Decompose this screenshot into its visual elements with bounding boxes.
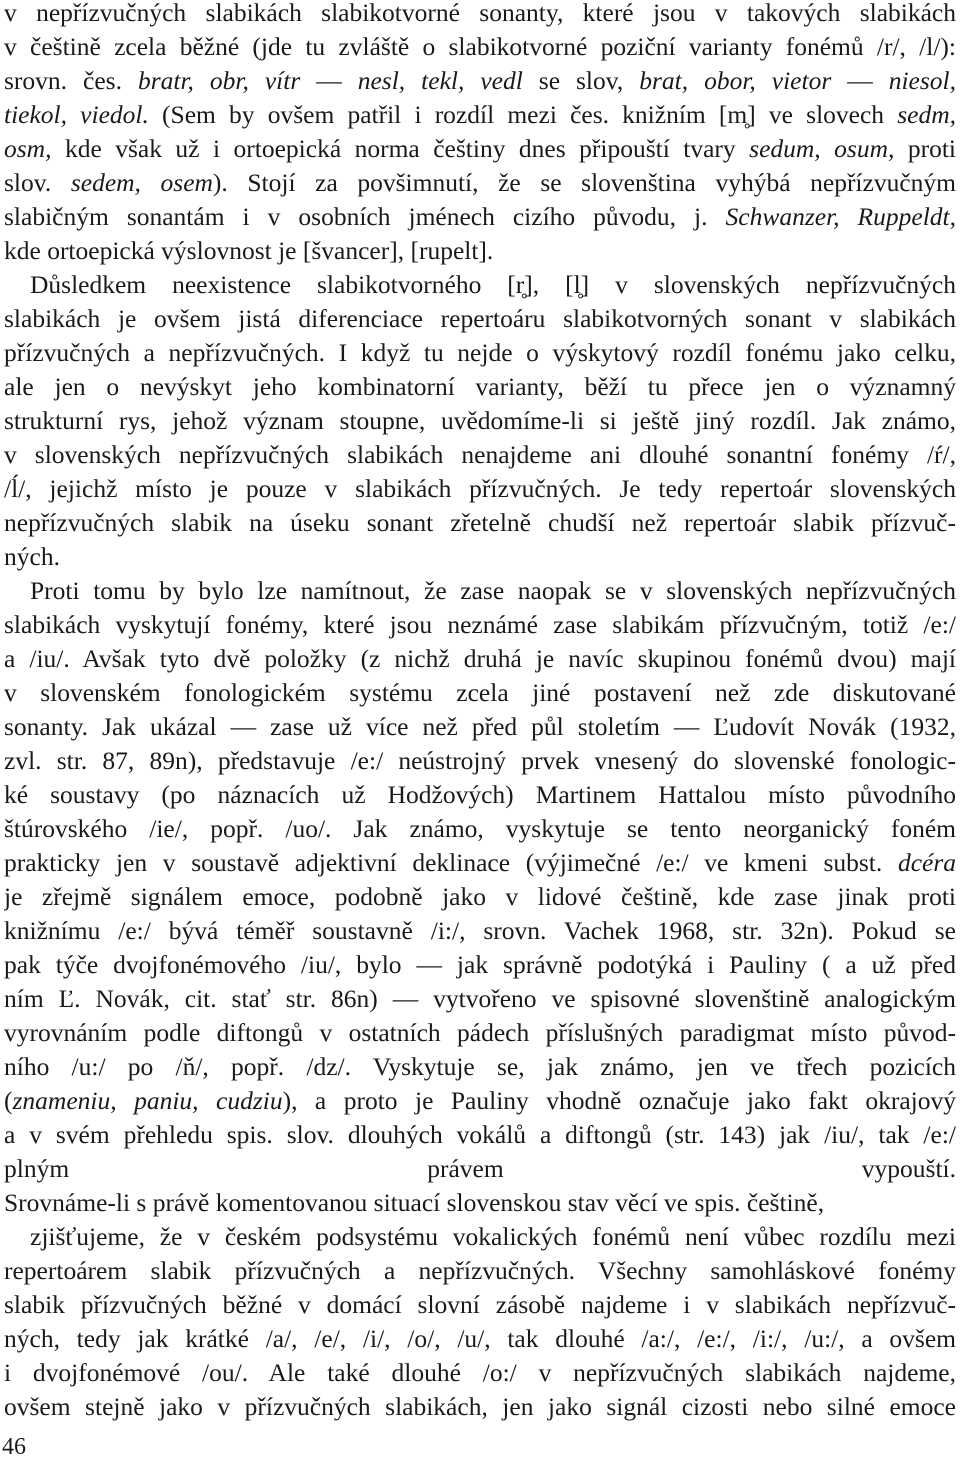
text-segment: slabikách je ovšem jistá diferenciace repertoáru slabikotvorných sonant v slabikách (4, 304, 956, 333)
text-line (4, 404, 956, 438)
text-line (4, 1390, 956, 1424)
text-line (4, 506, 956, 540)
page-number: 46 (2, 1434, 26, 1460)
text-segment: ovšem stejně jako v přízvučných slabikách, jen jako signál cizosti nebo silné emoce (4, 1392, 956, 1421)
italic-text: niesol, (888, 66, 956, 95)
text-segment: i dvojfonémové /ou/. Ale také dlouhé /o:/ v nepřízvučných slabikách najdeme, (4, 1358, 956, 1387)
text-line (4, 472, 956, 506)
text-segment: Srovnáme-li s právě komentovanou situací slovenskou stav věcí ve spis. češtině, (4, 1188, 825, 1217)
text-line (4, 1084, 956, 1118)
text-line (30, 268, 956, 302)
text-segment: štúrovského /ie/, popř. /uo/. Jak známo, vyskytuje se tento neorganický foném (4, 814, 956, 843)
text-segment: ním Ľ. Novák, cit. stať str. 86n) — vytvořeno ve spisovné slovenštině analogickým (4, 984, 956, 1013)
text-segment: slabičným sonantám i v osobních jménech cizího původu, j. (4, 202, 726, 231)
text-segment: ných. (4, 542, 60, 571)
text-segment: proti (894, 134, 956, 163)
text-line (30, 574, 956, 608)
text-segment: plným právem vypouští. (4, 1154, 956, 1183)
text-segment: ního /u:/ po /ň/, popř. /dz/. Vyskytuje se, jak známo, jen ve třech pozicích (4, 1052, 956, 1081)
text-segment: v češtině zcela běžné (jde tu zvláště o slabikotvorné poziční varianty fonémů /r/, /l/): (4, 32, 956, 61)
text-line (4, 1322, 956, 1356)
text-line (4, 132, 956, 166)
text-segment: pak týče dvojfonémového /iu/, bylo — jak správně podotýká i Pauliny ( a už před (4, 950, 956, 979)
text-segment: kde ortoepická výslovnost je [švancer], [rupelt]. (4, 236, 494, 265)
italic-text: sedem, osem (70, 168, 213, 197)
text-segment: srovn. čes. (4, 66, 138, 95)
text-line (4, 1254, 956, 1288)
text-segment: ale jen o nevýskyt jeho kombinatorní varianty, běží tu přece jen o významný (4, 372, 956, 401)
italic-text: nesl, tekl, vedl (357, 66, 523, 95)
text-segment: — (831, 66, 889, 95)
text-line (4, 608, 956, 642)
text-segment: v slovenských nepřízvučných slabikách nenajdeme ani dlouhé sonantní fonémy /ŕ/, (4, 440, 956, 469)
text-segment: sonanty. Jak ukázal — zase už více než před půl stoletím — Ľudovít Novák (1932, (4, 712, 956, 741)
italic-text: bratr, obr, vítr (137, 66, 301, 95)
text-line (4, 302, 956, 336)
text-segment: a /iu/. Avšak tyto dvě položky (z nichž druhá je navíc skupinou fonémů dvou) mají (4, 644, 956, 673)
text-line (4, 200, 956, 234)
text-line (4, 1186, 956, 1220)
text-segment: slabikách vyskytují fonémy, které jsou neznámé zase slabikám přízvučným, totiž /e:/ (4, 610, 956, 639)
text-line (4, 880, 956, 914)
text-line (4, 64, 956, 98)
text-segment: je zřejmě signálem emoce, podobně jako v lidové češtině, kde zase jinak proti (4, 882, 956, 911)
text-line (4, 98, 956, 132)
text-segment: a v svém přehledu spis. slov. dlouhých vokálů a diftongů (str. 143) jak /iu/, tak /e:/ (4, 1120, 956, 1149)
italic-text: znameniu, paniu, cudziu (12, 1086, 283, 1115)
text-line (4, 982, 956, 1016)
text-segment: ). Stojí za povšimnutí, že se slovenština vyhýbá nepřízvučným (212, 168, 956, 197)
text-line (4, 778, 956, 812)
text-segment: strukturní rys, jehož význam stoupne, uvědomíme-li si ještě jiný rozdíl. Jak známo, (4, 406, 956, 435)
italic-text: Schwanzer, Ruppeldt, (725, 202, 956, 231)
text-segment: zjišťujeme, že v českém podsystému vokalických fonémů není vůbec rozdílu mezi (30, 1222, 956, 1251)
text-segment: vyrovnáním podle diftongů v ostatních pádech příslušných paradigmat místo původ- (4, 1018, 956, 1047)
text-line (4, 948, 956, 982)
text-line (4, 30, 956, 64)
text-line (4, 1356, 956, 1390)
text-segment: slov. (4, 168, 71, 197)
text-segment: v nepřízvučných slabikách slabikotvorné sonanty, které jsou v takových slabikách (4, 0, 956, 27)
italic-text: osm, (4, 134, 52, 163)
text-line (4, 676, 956, 710)
text-segment: nepřízvučných slabik na úseku sonant zřetelně chudší než repertoár slabik přízvuč- (4, 508, 956, 537)
text-segment: v slovenském fonologickém systému zcela jiné postavení než zde diskutované (4, 678, 956, 707)
text-segment: ( (4, 1086, 13, 1115)
text-line (4, 846, 956, 880)
text-segment: /ĺ/, jejichž místo je pouze v slabikách přízvučných. Je tedy repertoár slovenských (4, 474, 956, 503)
text-segment: se slov, (522, 66, 640, 95)
text-line (4, 0, 956, 30)
text-segment: knižnímu /e:/ bývá téměř soustavně /i:/, srovn. Vachek 1968, str. 32n). Pokud se (4, 916, 956, 945)
text-line (4, 914, 956, 948)
text-line (4, 642, 956, 676)
text-line (4, 812, 956, 846)
italic-text: tiekol, viedol. (4, 100, 149, 129)
text-segment: ), a proto je Pauliny vhodně označuje jako fakt okrajový (282, 1086, 956, 1115)
text-line (4, 710, 956, 744)
text-line (4, 1152, 956, 1186)
text-line (4, 370, 956, 404)
text-line (30, 1220, 956, 1254)
text-line (4, 1288, 956, 1322)
text-line (4, 438, 956, 472)
text-segment: slabik přízvučných běžné v domácí slovní zásobě najdeme i v slabikách nepřízvuč- (4, 1290, 956, 1319)
italic-text: sedum, osum, (749, 134, 895, 163)
italic-text: sedm, (897, 100, 956, 129)
text-segment: ké soustavy (po náznacích už Hodžových) Martinem Hattalou místo původního (4, 780, 956, 809)
text-segment: Proti tomu by bylo lze namítnout, že zase naopak se v slovenských nepřízvučných (30, 576, 956, 605)
text-line (4, 1016, 956, 1050)
text-segment: ných, tedy jak krátké /a/, /e/, /i/, /o/, /u/, tak dlouhé /a:/, /e:/, /i:/, /u:/, a ovšem (4, 1324, 956, 1353)
text-segment: prakticky jen v soustavě adjektivní deklinace (výjimečné /e:/ ve kmeni subst. (4, 848, 898, 877)
text-segment: (Sem by ovšem patřil i rozdíl mezi čes. knižním [m̥] ve slovech (148, 100, 898, 129)
text-line (4, 234, 956, 268)
text-line (4, 166, 956, 200)
italic-text: dcéra (897, 848, 956, 877)
text-segment: přízvučných a nepřízvučných. I když tu nejde o výskytový rozdíl fonému jako celku, (4, 338, 956, 367)
text-line (4, 744, 956, 778)
text-segment: Důsledkem neexistence slabikotvorného [r̥], [l̥] v slovenských nepřízvučných (30, 270, 956, 299)
text-line (4, 1050, 956, 1084)
italic-text: brat, obor, vietor (639, 66, 832, 95)
text-line (4, 540, 956, 574)
text-segment: repertoárem slabik přízvučných a nepřízvučných. Všechny samohláskové fonémy (4, 1256, 956, 1285)
text-segment: kde však už i ortoepická norma češtiny dnes připouští tvary (51, 134, 750, 163)
text-line (4, 336, 956, 370)
text-line (4, 1118, 956, 1152)
text-segment: zvl. str. 87, 89n), představuje /e:/ neústrojný prvek vnesený do slovenské fonologic- (4, 746, 956, 775)
text-segment: — (300, 66, 358, 95)
